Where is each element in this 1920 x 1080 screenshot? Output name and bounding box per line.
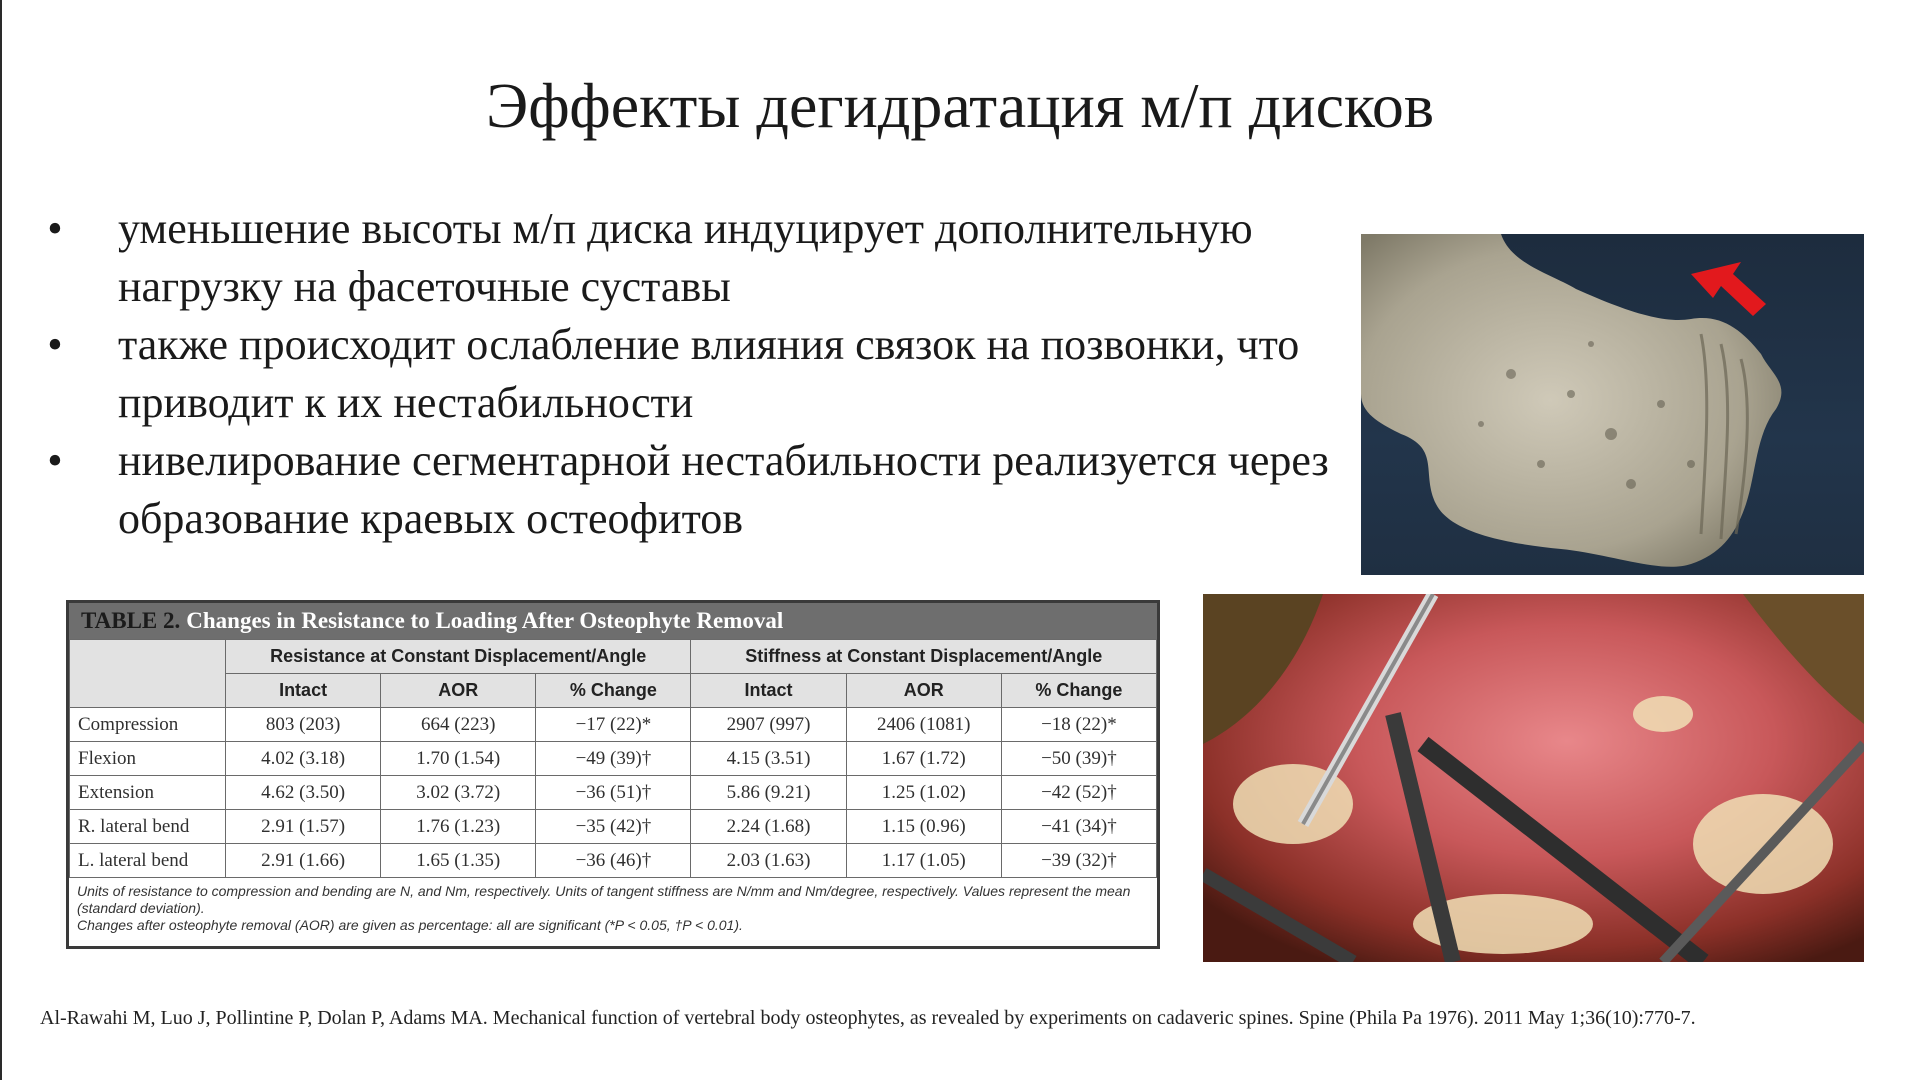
table-cell: 1.65 (1.35) xyxy=(381,844,536,878)
vertebra-osteophyte-photo xyxy=(1361,234,1864,575)
table-cell: −18 (22)* xyxy=(1001,708,1156,742)
table-cell: 1.67 (1.72) xyxy=(846,742,1001,776)
table-cell: 1.17 (1.05) xyxy=(846,844,1001,878)
table-cell: −36 (51)† xyxy=(536,776,691,810)
table-cell: −42 (52)† xyxy=(1001,776,1156,810)
osteophyte-table xyxy=(66,600,1160,949)
table-cell: 4.15 (3.51) xyxy=(691,742,846,776)
row-label: Compression xyxy=(70,708,226,742)
table-cell: 2.91 (1.66) xyxy=(226,844,381,878)
table-footnote: Units of resistance to compression and bending are N, and Nm, respectively. Units of tangent stiffness are N/mm and Nm/degree, respectively. Values represent the mean (standard deviation). xyxy=(77,883,1131,916)
table-cell: 1.15 (0.96) xyxy=(846,810,1001,844)
row-label: R. lateral bend xyxy=(70,810,226,844)
row-label: Flexion xyxy=(70,742,226,776)
table-cell: 5.86 (9.21) xyxy=(691,776,846,810)
table-title-bar xyxy=(69,603,1157,639)
table-column-header-row xyxy=(70,674,1157,708)
vertebra-illustration xyxy=(1361,234,1864,575)
red-arrow-icon xyxy=(1691,262,1766,316)
data-table xyxy=(69,639,1157,878)
bullet-dot: • xyxy=(47,204,63,253)
bullet-dot: • xyxy=(47,436,63,485)
table-cell: 1.70 (1.54) xyxy=(381,742,536,776)
bullet-item xyxy=(40,316,1350,432)
group-header: Resistance at Constant Displacement/Angle xyxy=(226,640,691,674)
table-cell: −17 (22)* xyxy=(536,708,691,742)
table-cell: 3.02 (3.72) xyxy=(381,776,536,810)
table-row xyxy=(70,776,1157,810)
table-cell: −50 (39)† xyxy=(1001,742,1156,776)
table-cell: −39 (32)† xyxy=(1001,844,1156,878)
table-cell: 1.25 (1.02) xyxy=(846,776,1001,810)
table-cell: 2907 (997) xyxy=(691,708,846,742)
table-row xyxy=(70,844,1157,878)
bullet-text: уменьшение высоты м/п диска индуцирует дополнительную нагрузку на фасеточные суставы xyxy=(118,204,1253,311)
column-header: Intact xyxy=(226,674,381,708)
table-cell: −36 (46)† xyxy=(536,844,691,878)
slide-left-edge xyxy=(0,0,2,1080)
table-cell: 4.02 (3.18) xyxy=(226,742,381,776)
bullet-item xyxy=(40,432,1350,548)
table-cell: 2406 (1081) xyxy=(846,708,1001,742)
table-cell: 664 (223) xyxy=(381,708,536,742)
table-row xyxy=(70,742,1157,776)
bullet-dot: • xyxy=(47,320,63,369)
table-footnotes xyxy=(69,878,1157,934)
bullet-text: также происходит ослабление влияния связок на позвонки, что приводит к их нестабильности xyxy=(118,320,1300,427)
table-cell: 2.03 (1.63) xyxy=(691,844,846,878)
bullet-list xyxy=(40,200,1350,548)
table-cell: 1.76 (1.23) xyxy=(381,810,536,844)
reference-citation: Al-Rawahi M, Luo J, Pollintine P, Dolan P, Adams MA. Mechanical function of vertebral body osteophytes, as revealed by experiments on cadaveric spines. Spine (Phila Pa 1976). 2011 May 1;36(10):770-7. xyxy=(40,1007,1696,1029)
table-group-header-row xyxy=(70,640,1157,674)
table-row xyxy=(70,810,1157,844)
bullet-text: нивелирование сегментарной нестабильности реализуется через образование краевых остеофитов xyxy=(118,436,1329,543)
group-header: Stiffness at Constant Displacement/Angle xyxy=(691,640,1157,674)
surgery-illustration xyxy=(1203,594,1864,962)
row-label: L. lateral bend xyxy=(70,844,226,878)
table-cell: −35 (42)† xyxy=(536,810,691,844)
table-row xyxy=(70,708,1157,742)
table-corner-cell xyxy=(70,640,226,708)
column-header: % Change xyxy=(1001,674,1156,708)
bullet-item xyxy=(40,200,1350,316)
table-cell: 803 (203) xyxy=(226,708,381,742)
table-cell: 2.24 (1.68) xyxy=(691,810,846,844)
column-header: % Change xyxy=(536,674,691,708)
surgical-field-photo xyxy=(1203,594,1864,962)
table-footnote: Changes after osteophyte removal (AOR) are given as percentage: all are significant (*P < 0.05, †P < 0.01). xyxy=(77,917,743,933)
table-cell: −49 (39)† xyxy=(536,742,691,776)
slide-title: Эффекты дегидратация м/п дисков xyxy=(485,70,1435,141)
column-header: AOR xyxy=(846,674,1001,708)
table-label: TABLE 2. xyxy=(81,608,181,633)
row-label: Extension xyxy=(70,776,226,810)
table-cell: 4.62 (3.50) xyxy=(226,776,381,810)
table-cell: −41 (34)† xyxy=(1001,810,1156,844)
table-title: Changes in Resistance to Loading After Osteophyte Removal xyxy=(186,608,784,633)
table-cell: 2.91 (1.57) xyxy=(226,810,381,844)
column-header: AOR xyxy=(381,674,536,708)
column-header: Intact xyxy=(691,674,846,708)
